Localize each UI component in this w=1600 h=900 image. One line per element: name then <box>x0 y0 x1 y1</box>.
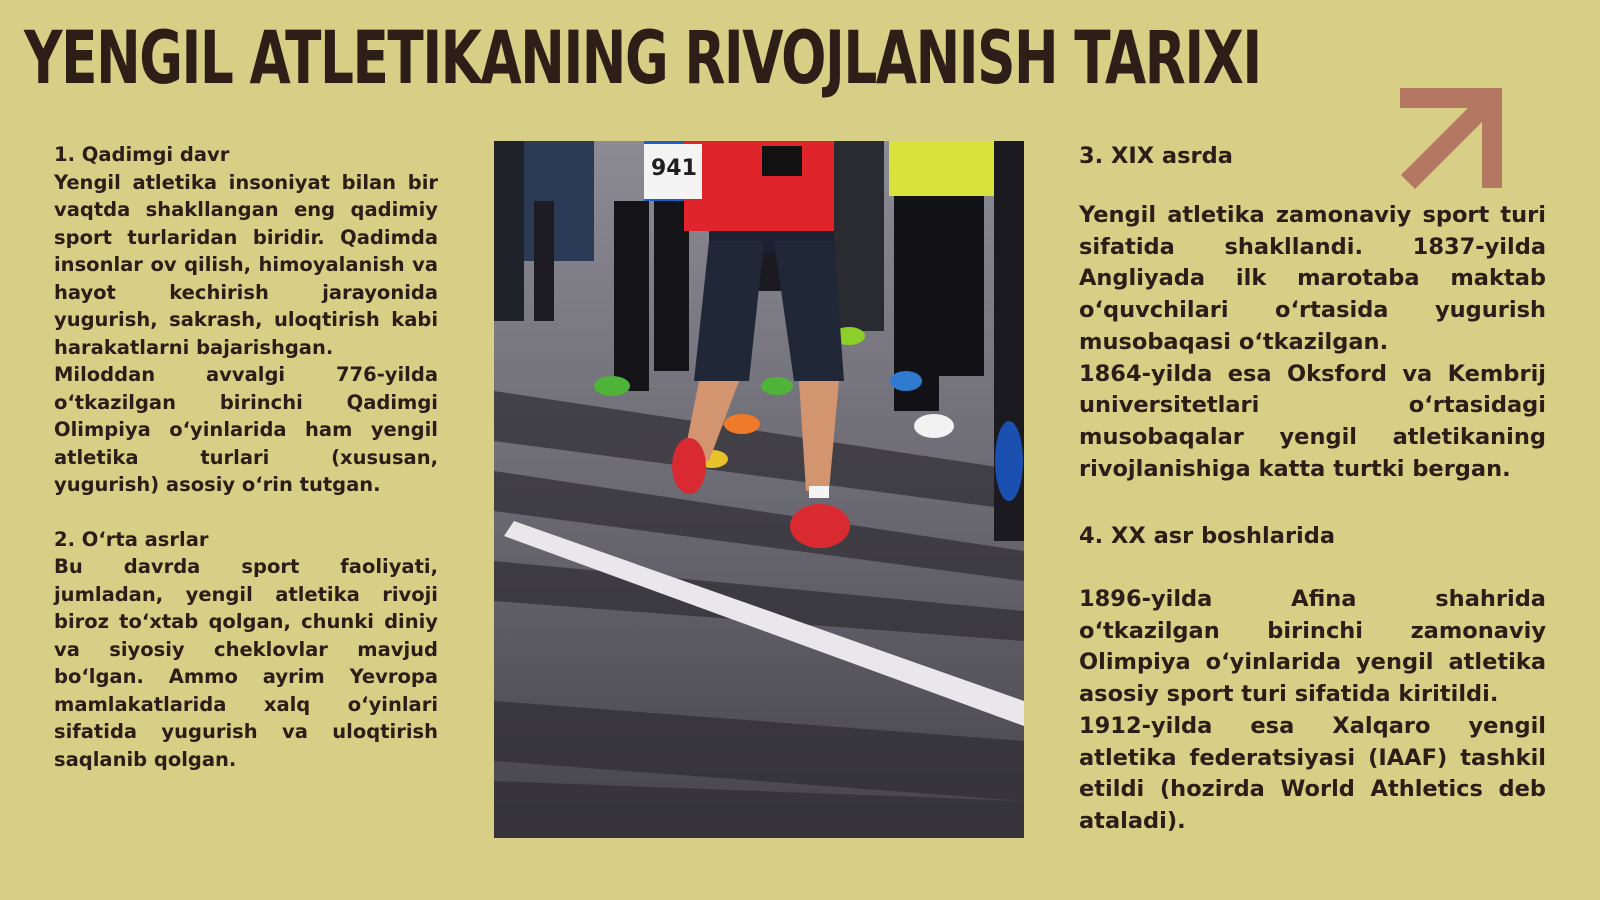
section-text-middle-ages: Bu davrda sport faoliyati, jumladan, yengil atletika rivoji biroz to‘xtab qolgan, chunki diniy va siyosiy cheklovlar mavjud bo‘lgan. Ammo ayrim Yevropa mamlakatlarida xalq o‘yinlari sifatida yugurish va uloqtirish saqlanib qolgan. <box>54 555 438 771</box>
section-heading-middle-ages: 2. O‘rta asrlar <box>54 527 209 551</box>
section-text-ancient-2: Miloddan avvalgi 776-yilda o‘tkazilgan birinchi Qadimgi Olimpiya o‘yinlarida ham yengil atletika turlari (xususan, yugurish) asosiy o‘rin tutgan. <box>54 363 438 496</box>
section-heading-19th-century: 3. XIX asrda <box>1079 143 1233 169</box>
bib-number: 941 <box>651 156 697 181</box>
page-title: YENGIL ATLETIKANING RIVOJLANISH TARIXI <box>24 16 1261 101</box>
right-column-top <box>1079 200 1546 485</box>
marathon-runners-photo <box>494 141 1024 838</box>
race-bib <box>644 144 702 199</box>
section-heading-20th-century: 4. XX asr boshlarida <box>1079 523 1336 549</box>
arrow-up-right-icon <box>1400 88 1515 193</box>
section-text-ancient-1: Yengil atletika insoniyat bilan bir vaqtda shakllangan eng qadimiy sport turlaridan biridir. Qadimda insonlar ov qilish, himoyalanish va hayot kechirish jarayonida yugurish, sakrash, uloqtirish kabi harakatlarni bajarishgan. <box>54 170 438 359</box>
left-column <box>54 141 438 773</box>
section-heading-ancient: 1. Qadimgi davr <box>54 143 230 166</box>
section-text-19th-century-2: 1864-yilda esa Oksford va Kembrij universitetlari o‘rtasidagi musobaqalar yengil atletikaning rivojlanishiga katta turtki bergan. <box>1079 360 1546 482</box>
section-text-19th-century-1: Yengil atletika zamonaviy sport turi sifatida shakllandi. 1837-yilda Angliyada ilk marotaba maktab o‘quvchilari o‘rtasida yugurish musobaqasi o‘tkazilgan. <box>1079 202 1546 355</box>
right-column-bottom <box>1079 584 1546 838</box>
section-text-20th-century-1: 1896-yilda Afina shahrida o‘tkazilgan birinchi zamonaviy Olimpiya o‘yinlarida yengil atletika asosiy sport turi sifatida kiritildi. <box>1079 586 1546 708</box>
section-text-20th-century-2: 1912-yilda esa Xalqaro yengil atletika federatsiyasi (IAAF) tashkil etildi (hozirda World Athletics deb ataladi). <box>1079 712 1546 834</box>
